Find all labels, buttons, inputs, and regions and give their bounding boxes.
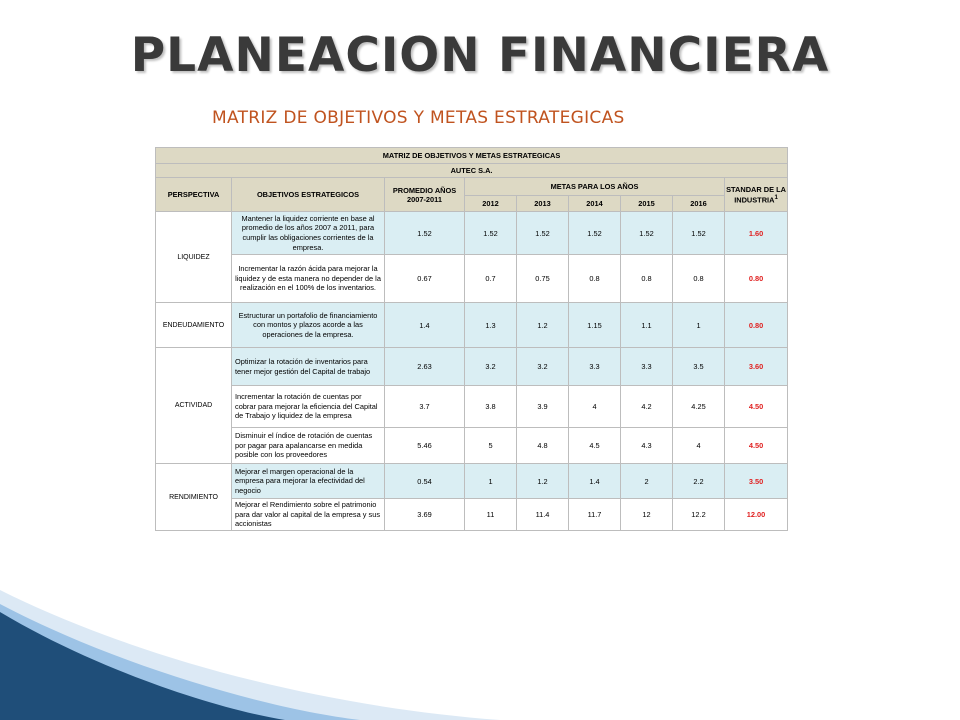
target-cell: 1.52 [517,212,569,255]
target-cell: 1.1 [621,303,673,348]
header-metas: METAS PARA LOS AÑOS [465,178,725,196]
year-header: 2014 [569,196,621,212]
header-promedio: PROMEDIO AÑOS 2007-2011 [385,178,465,212]
standard-cell: 3.60 [725,348,788,386]
objective-cell: Mantener la liquidez corriente en base al promedio de los años 2007 a 2011, para cumplir las obligaciones corrientes de la empresa. [232,212,385,255]
target-cell: 5 [465,428,517,464]
promedio-cell: 3.7 [385,386,465,428]
perspective-cell: ACTIVIDAD [156,348,232,464]
perspective-cell: RENDIMIENTO [156,464,232,531]
standard-cell: 0.80 [725,303,788,348]
target-cell: 2.2 [673,464,725,499]
objective-cell: Incrementar la rotación de cuentas por cobrar para mejorar la eficiencia del Capital de Trabajo y liquidez de la empresa [232,386,385,428]
target-cell: 1.52 [465,212,517,255]
target-cell: 3.3 [569,348,621,386]
table-row [156,255,788,303]
target-cell: 3.3 [621,348,673,386]
table-row [156,499,788,531]
target-cell: 3.9 [517,386,569,428]
year-header: 2015 [621,196,673,212]
target-cell: 1 [465,464,517,499]
promedio-cell: 5.46 [385,428,465,464]
target-cell: 1.52 [673,212,725,255]
target-cell: 1.52 [621,212,673,255]
target-cell: 4 [569,386,621,428]
standard-cell: 3.50 [725,464,788,499]
target-cell: 0.75 [517,255,569,303]
target-cell: 11.4 [517,499,569,531]
objective-cell: Disminuir el índice de rotación de cuentas por pagar para apalancarse en medida posible con los proveedores [232,428,385,464]
target-cell: 0.7 [465,255,517,303]
standard-cell: 4.50 [725,428,788,464]
table-row [156,464,788,499]
objective-cell: Mejorar el margen operacional de la empresa para mejorar la efectividad del negocio [232,464,385,499]
promedio-cell: 1.52 [385,212,465,255]
target-cell: 12.2 [673,499,725,531]
target-cell: 3.2 [517,348,569,386]
footnote-marker: 1 [774,193,778,201]
target-cell: 3.2 [465,348,517,386]
target-cell: 0.8 [673,255,725,303]
target-cell: 11.7 [569,499,621,531]
target-cell: 11 [465,499,517,531]
target-cell: 4.8 [517,428,569,464]
table-row [156,348,788,386]
corner-decoration [0,590,500,720]
target-cell: 1.2 [517,303,569,348]
target-cell: 1 [673,303,725,348]
table-row [156,386,788,428]
promedio-cell: 0.54 [385,464,465,499]
target-cell: 12 [621,499,673,531]
promedio-cell: 0.67 [385,255,465,303]
company-name: AUTEC S.A. [156,164,788,178]
target-cell: 4.5 [569,428,621,464]
standard-cell: 1.60 [725,212,788,255]
year-header: 2013 [517,196,569,212]
objective-cell: Incrementar la razón ácida para mejorar la liquidez y de esta manera no depender de la realización en el 100% de los inventarios. [232,255,385,303]
standard-cell: 4.50 [725,386,788,428]
table-row [156,303,788,348]
promedio-cell: 3.69 [385,499,465,531]
target-cell: 1.2 [517,464,569,499]
objective-cell: Estructurar un portafolio de financiamiento con montos y plazos acorde a las operaciones de la empresa. [232,303,385,348]
target-cell: 4 [673,428,725,464]
promedio-cell: 2.63 [385,348,465,386]
page-subtitle: MATRIZ DE OBJETIVOS Y METAS ESTRATEGICAS [212,108,625,128]
target-cell: 3.5 [673,348,725,386]
target-cell: 4.25 [673,386,725,428]
standard-cell: 12.00 [725,499,788,531]
table-row [156,428,788,464]
target-cell: 0.8 [569,255,621,303]
perspective-cell: ENDEUDAMIENTO [156,303,232,348]
objectives-matrix [155,147,787,531]
target-cell: 1.15 [569,303,621,348]
target-cell: 1.52 [569,212,621,255]
header-standar: STANDAR DE LA INDUSTRIA$^1$ [725,178,788,212]
target-cell: 3.8 [465,386,517,428]
header-objetivos: OBJETIVOS ESTRATEGICOS [232,178,385,212]
table-row [156,212,788,255]
year-header: 2016 [673,196,725,212]
promedio-cell: 1.4 [385,303,465,348]
target-cell: 1.4 [569,464,621,499]
page-title: PLANEACION FINANCIERA [130,28,830,83]
target-cell: 2 [621,464,673,499]
header-perspectiva: PERSPECTIVA [156,178,232,212]
matrix-table [155,147,788,531]
target-cell: 4.3 [621,428,673,464]
objective-cell: Optimizar la rotación de inventarios para tener mejor gestión del Capital de trabajo [232,348,385,386]
year-header: 2012 [465,196,517,212]
perspective-cell: LIQUIDEZ [156,212,232,303]
standard-cell: 0.80 [725,255,788,303]
objective-cell: Mejorar el Rendimiento sobre el patrimonio para dar valor al capital de la empresa y sus accionistas [232,499,385,531]
target-cell: 0.8 [621,255,673,303]
table-title: MATRIZ DE OBJETIVOS Y METAS ESTRATEGICAS [156,148,788,164]
target-cell: 4.2 [621,386,673,428]
target-cell: 1.3 [465,303,517,348]
